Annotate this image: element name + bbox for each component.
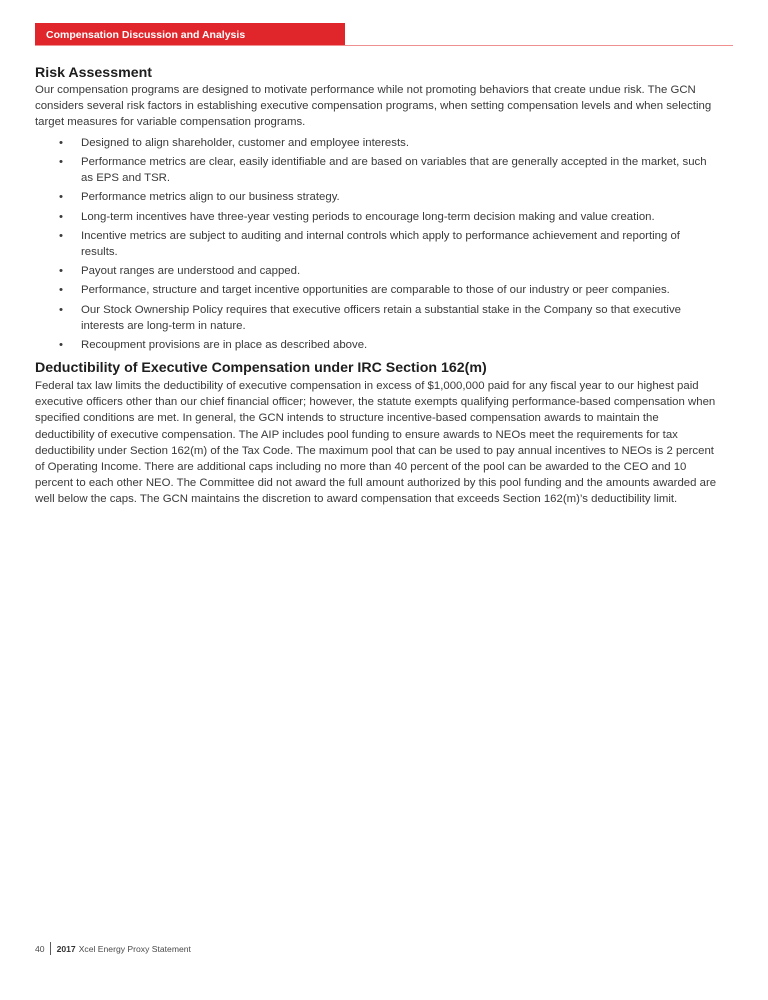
paragraph-line: executive officers other than our chief financial officer; however, the statute exempts qualifying performance-based compensation when (35, 396, 716, 409)
list-item (35, 302, 735, 334)
list-item-text: Recoupment provisions are in place as described above. (81, 338, 368, 351)
footer-divider (50, 942, 51, 955)
bullet-icon: • (59, 210, 63, 223)
paragraph-line: Federal tax law limits the deductibility of executive compensation in excess of $1,000,000 paid for any fiscal year to our highest paid (35, 379, 699, 392)
bullet-icon: • (59, 338, 63, 351)
list-item-text: results. (81, 245, 118, 258)
list-item (35, 209, 735, 225)
list-item-text: Performance, structure and target incentive opportunities are comparable to those of our industry or peer companies. (81, 284, 670, 297)
intro-line: target measures for variable compensation programs. (35, 116, 306, 129)
deductibility-section (35, 359, 735, 508)
section-header-band (35, 23, 345, 46)
risk-assessment-section (35, 64, 735, 353)
list-item-text: Designed to align shareholder, customer and employee interests. (81, 136, 409, 149)
paragraph-line: deductibility of executive compensation. The AIP includes pool funding to ensure awards to NEOs meet the requirements for tax (35, 428, 678, 441)
list-item-text: Performance metrics are clear, easily identifiable and are based on variables that are generally accepted in the market, such (81, 155, 707, 168)
risk-factors-list (35, 135, 735, 353)
bullet-icon: • (59, 303, 63, 316)
page-number: 40 (35, 943, 45, 954)
list-item-text: Performance metrics align to our business strategy. (81, 191, 340, 204)
risk-assessment-heading: Risk Assessment (35, 65, 152, 81)
bullet-icon: • (59, 155, 63, 168)
list-item (35, 337, 735, 353)
list-item-text: Our Stock Ownership Policy requires that executive officers retain a substantial stake in the Company so that executive (81, 303, 681, 316)
risk-assessment-intro (35, 82, 735, 131)
paragraph-line: percent to each other NEO. The Committee did not award the full amount authorized by this pool funding and the amounts awarded are (35, 477, 717, 490)
intro-line: Our compensation programs are designed to motivate performance while not promoting behaviors that create undue risk. The GCN (35, 84, 696, 96)
paragraph-line: deductibility under Section 162(m) of the Tax Code. The maximum pool that can be used to pay annual incentives to NEOs is 2 percent (35, 444, 714, 457)
list-item (35, 282, 735, 298)
list-item (35, 154, 735, 186)
paragraph-line: well below the caps. The GCN maintains the discretion to award compensation that exceeds Section 162(m)’s deductibility limit. (35, 493, 678, 506)
list-item-text: as EPS and TSR. (81, 171, 171, 184)
list-item-text: Incentive metrics are subject to auditing and internal controls which apply to performance achievement and reporting of (81, 229, 680, 242)
bullet-icon: • (59, 265, 63, 278)
bullet-icon: • (59, 191, 63, 204)
footer-year: 2017 (56, 943, 76, 954)
bullet-icon: • (59, 136, 63, 149)
deductibility-paragraph (35, 378, 735, 508)
section-header-label: Compensation Discussion and Analysis (46, 29, 246, 41)
footer-document-title: Xcel Energy Proxy Statement (78, 943, 191, 954)
list-item-text: Long-term incentives have three-year vesting periods to encourage long-term decision making and value creation. (81, 210, 655, 223)
bullet-icon: • (59, 284, 63, 297)
list-item-text: Payout ranges are understood and capped. (81, 265, 301, 278)
paragraph-line: specified conditions are met. In general, the GCN intends to structure incentive-based compensation awards to maintain the (35, 412, 659, 425)
header-rule (35, 45, 733, 46)
paragraph-line: of Operating Income. There are additional caps including no more than 40 percent of the pool can be awarded to the CEO and 10 (35, 461, 687, 473)
list-item (35, 263, 735, 279)
list-item (35, 135, 735, 151)
list-item (35, 189, 735, 205)
page-content (35, 64, 735, 508)
intro-line: considers several risk factors in establishing executive compensation programs, when setting compensation levels and when selecting (35, 100, 712, 113)
deductibility-heading: Deductibility of Executive Compensation under IRC Section 162(m) (35, 359, 487, 376)
list-item (35, 228, 735, 260)
list-item-text: interests are long-term in nature. (81, 319, 246, 332)
bullet-icon: • (59, 229, 63, 242)
page-footer (35, 942, 191, 955)
